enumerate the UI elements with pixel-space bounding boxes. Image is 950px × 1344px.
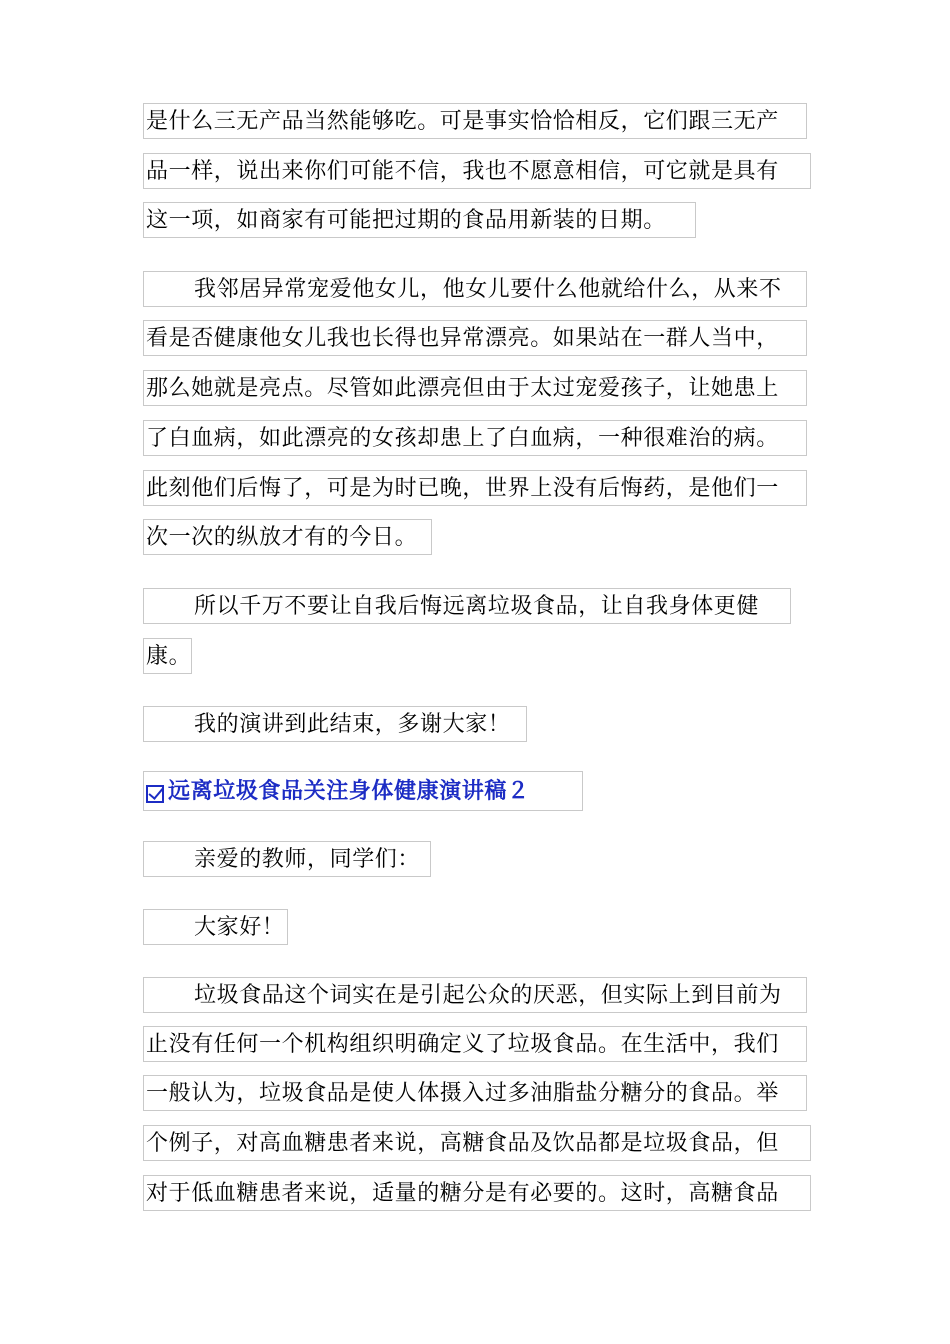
section-heading-text: 远离垃圾食品关注身体健康演讲稿２ — [168, 778, 530, 804]
text-line: 这一项，如商家有可能把过期的食品用新装的日期。 — [143, 202, 696, 238]
text-line: 个例子，对高血糖患者来说，高糖食品及饮品都是垃圾食品，但 — [143, 1125, 811, 1161]
text-line: 止没有任何一个机构组织明确定义了垃圾食品。在生活中，我们 — [143, 1026, 807, 1062]
text-line: 品一样，说出来你们可能不信，我也不愿意相信，可它就是具有 — [143, 153, 811, 189]
text-line: 此刻他们后悔了，可是为时已晚，世界上没有后悔药，是他们一 — [143, 470, 807, 506]
text-line: 看是否健康他女儿我也长得也异常漂亮。如果站在一群人当中， — [143, 320, 807, 356]
text-line: 我邻居异常宠爱他女儿，他女儿要什么他就给什么，从来不 — [143, 271, 807, 307]
text-line: 了白血病，如此漂亮的女孩却患上了白血病，一种很难治的病。 — [143, 420, 807, 456]
text-line: 是什么三无产品当然能够吃。可是事实恰恰相反，它们跟三无产 — [143, 103, 807, 139]
text-line: 那么她就是亮点。尽管如此漂亮但由于太过宠爱孩子，让她患上 — [143, 370, 807, 406]
section-heading — [143, 771, 583, 811]
text-line: 所以千万不要让自我后悔远离垃圾食品，让自我身体更健 — [143, 588, 791, 624]
text-line: 康。 — [143, 638, 192, 674]
text-line: 次一次的纵放才有的今日。 — [143, 519, 432, 555]
text-line: 对于低血糖患者来说，适量的糖分是有必要的。这时，高糖食品 — [143, 1175, 811, 1211]
text-line: 一般认为，垃圾食品是使人体摄入过多油脂盐分糖分的食品。举 — [143, 1075, 807, 1111]
greeting-line: 大家好！ — [143, 909, 288, 945]
text-line: 垃圾食品这个词实在是引起公众的厌恶，但实际上到目前为 — [143, 977, 807, 1013]
text-line: 我的演讲到此结束，多谢大家！ — [143, 706, 527, 742]
salutation-line: 亲爱的教师，同学们： — [143, 841, 431, 877]
checkbox-checked-icon — [146, 785, 164, 803]
